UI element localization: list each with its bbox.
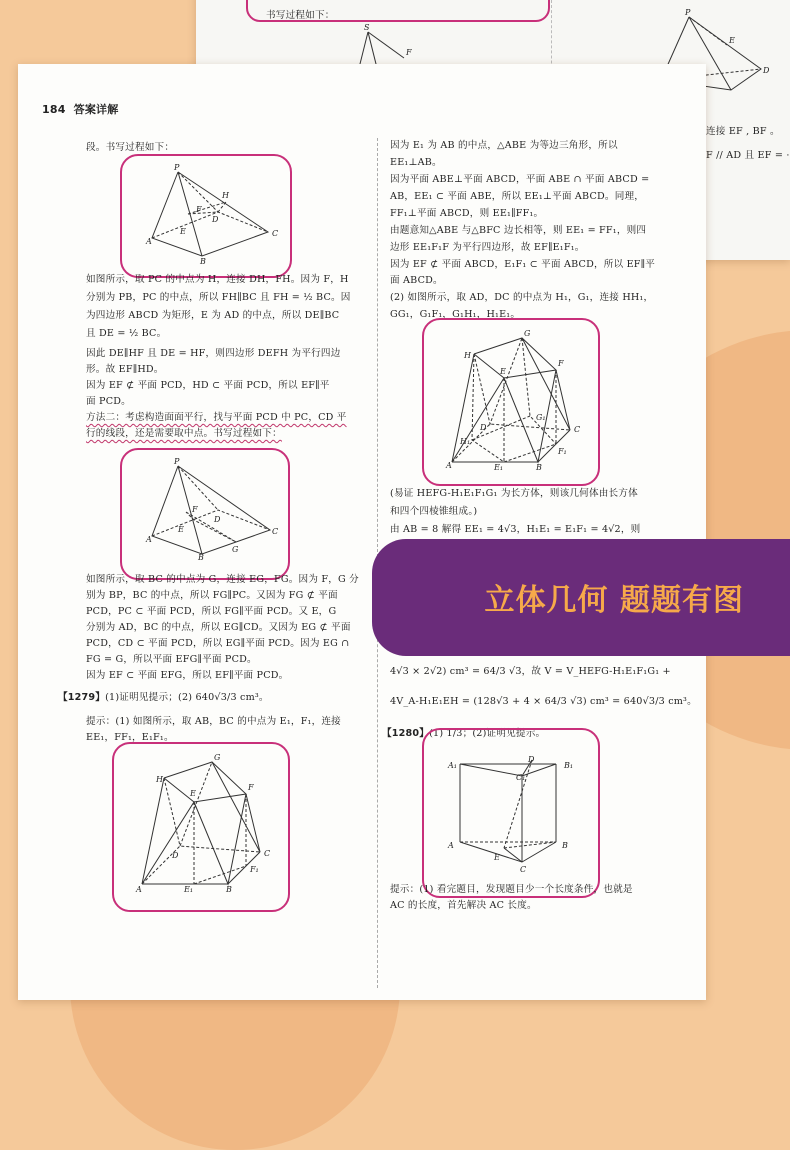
label-F: F <box>558 359 564 368</box>
right-p1-6: 由题意知△ABE 与△BFC 边长相等，则 EE₁ = FF₁，则四 <box>390 225 647 236</box>
figure-2 <box>120 448 290 580</box>
left-p3-5: PCD，CD ⊂ 平面 PCD，所以 EG∥平面 PCD。因为 EG ∩ <box>86 638 350 649</box>
figure-1 <box>120 154 292 278</box>
right-p1-7: 边形 EE₁F₁F 为平行四边形，故 EF∥E₁F₁。 <box>390 242 585 253</box>
left-p2-1: 如图所示，取 PC 的中点为 H，连接 DH，FH。因为 F，H <box>86 274 349 285</box>
label-C: C <box>520 865 527 874</box>
label-G1: G₁ <box>536 413 546 422</box>
left-p3-7: 因为 EF ⊂ 平面 EFG，所以 EF∥平面 PCD。 <box>86 670 289 681</box>
label-G: G <box>232 545 239 554</box>
problem-1279-answer: (1)证明见提示；(2) 640√3/3 cm³。 <box>105 692 269 703</box>
label-B: B <box>200 257 206 266</box>
label-B1: B₁ <box>564 761 574 770</box>
label-D: D <box>172 851 179 860</box>
left-p3-4: 分别为 AD，BC 的中点，所以 EG∥CD。又因为 EG ⊄ 平面 <box>86 622 351 633</box>
label-F: F <box>406 48 412 57</box>
right-hint-1: 提示：(1) 看完题目，发现题目少一个长度条件，也就是 <box>390 884 633 895</box>
right-hint-2: AC 的长度，首先解决 AC 长度。 <box>390 900 537 911</box>
label-C1: C₁ <box>516 773 526 782</box>
label-E1: E₁ <box>184 885 194 894</box>
left-p2-6: 形。故 EF∥HD。 <box>86 364 164 375</box>
left-method2-2: 行的线段，还是需要取中点。书写过程如下： <box>86 428 282 439</box>
label-C: C <box>574 425 581 434</box>
right-p1-9: 面 ABCD。 <box>390 275 443 286</box>
label-E: E <box>178 525 184 534</box>
label-D: D <box>480 423 487 432</box>
left-p2-7: 因为 EF ⊄ 平面 PCD，HD ⊂ 平面 PCD，所以 EF∥平 <box>86 380 330 391</box>
label-H1: H₁ <box>460 437 471 446</box>
promo-banner <box>372 539 790 656</box>
left-hint-2: EE₁，FF₁，E₁F₁。 <box>86 732 174 743</box>
label-A1: A₁ <box>448 761 457 770</box>
left-p3-1: 如图所示，取 BC 的中点为 G，连接 EG，FG。因为 F，G 分 <box>86 574 359 585</box>
label-B: B <box>198 553 204 562</box>
label-E1: E₁ <box>494 463 504 472</box>
figure-4 <box>422 318 600 486</box>
label-F1: F₁ <box>250 865 259 874</box>
label-G: G <box>524 329 531 338</box>
front-page <box>18 64 706 1000</box>
left-hint-1: 提示：(1) 如图所示，取 AB，BC 的中点为 E₁，F₁，连接 <box>86 716 341 727</box>
label-H: H <box>464 351 471 360</box>
right-p1-10: (2) 如图所示，取 AD，DC 的中点为 H₁，G₁，连接 HH₁， <box>390 292 654 303</box>
left-p2-5: 因此 DE∥HF 且 DE = HF，则四边形 DEFH 为平行四边 <box>86 348 341 359</box>
back-top-note: 书写过程如下： <box>266 10 335 21</box>
promo-banner-text: 立体几何 题题有图 <box>484 583 744 618</box>
right-formula-2: 4V_A-H₁E₁EH = (128√3 + 4 × 64/3 √3) cm³ = 640√3/3 cm³。 <box>390 696 697 707</box>
label-E: E <box>180 227 186 236</box>
label-P: P <box>174 163 180 172</box>
label-A: A <box>146 535 152 544</box>
label-C: C <box>264 849 271 858</box>
label-A: A <box>446 461 452 470</box>
right-p1-3: 因为平面 ABE⊥平面 ABCD，平面 ABE ∩ 平面 ABCD = <box>390 174 650 185</box>
left-p2-2: 分别为 PB，PC 的中点，所以 FH∥BC 且 FH = ½ BC。因 <box>86 292 351 303</box>
left-p3-2: 别为 BP，BC 的中点，所以 FG∥PC。又因为 FG ⊄ 平面 <box>86 590 338 601</box>
page-header-title: 答案详解 <box>73 103 119 116</box>
label-P: P <box>685 8 691 17</box>
problem-1280-tag: 【1280】 <box>382 728 430 739</box>
label-F: F <box>248 783 254 792</box>
label-E: E <box>500 367 506 376</box>
right-p1-1: 因为 E₁ 为 AB 的中点，△ABE 为等边三角形，所以 <box>390 140 618 151</box>
right-p1-2: EE₁⊥AB。 <box>390 157 442 168</box>
label-E: E <box>494 853 500 862</box>
label-D: D <box>528 755 535 764</box>
right-p1-11: GG₁，G₁F₁，G₁H₁，H₁E₁。 <box>390 309 521 320</box>
label-P: P <box>174 457 180 466</box>
left-p3-6: FG = G，所以平面 EFG∥平面 PCD。 <box>86 654 257 665</box>
left-p3-3: PCD，PC ⊂ 平面 PCD，所以 FG∥平面 PCD。又 E，G <box>86 606 337 617</box>
left-p2-3: 为四边形 ABCD 为矩形，E 为 AD 的中点，所以 DE∥BC <box>86 310 340 321</box>
right-p2-3: 由 AB = 8 解得 EE₁ = 4√3，H₁E₁ = E₁F₁ = 4√2，则 <box>390 524 641 535</box>
right-formula-1: 4√3 × 2√2) cm³ = 64/3 √3，故 V = V_HEFG-H₁E₁F₁G₁ + <box>390 666 671 677</box>
label-H: H <box>156 775 163 784</box>
figure-3 <box>112 742 290 912</box>
label-B: B <box>536 463 542 472</box>
right-p1-8: 因为 EF ⊄ 平面 ABCD，E₁F₁ ⊂ 平面 ABCD，所以 EF∥平 <box>390 259 656 270</box>
label-E: E <box>190 789 196 798</box>
label-C: C <box>272 527 279 536</box>
right-p1-4: AB，EE₁ ⊂ 平面 ABE，所以 EE₁⊥平面 ABCD。同理， <box>390 191 645 202</box>
label-C: C <box>272 229 279 238</box>
label-D: D <box>212 215 219 224</box>
label-B: B <box>562 841 568 850</box>
left-p2-4: 且 DE = ½ BC。 <box>86 328 167 339</box>
left-p2-8: 面 PCD。 <box>86 396 131 407</box>
right-p1-5: FF₁⊥平面 ABCD，则 EE₁∥FF₁。 <box>390 208 544 219</box>
label-G: G <box>214 753 221 762</box>
problem-1279 <box>58 690 269 705</box>
back-right-line-2: F // AD 且 EF = · <box>706 150 790 161</box>
label-F: F <box>192 505 198 514</box>
label-D: D <box>214 515 221 524</box>
problem-1280-answer: (1) 1/3；(2)证明见提示。 <box>429 728 546 739</box>
label-F1: F₁ <box>558 447 567 456</box>
right-p2-1: (易证 HEFG-H₁E₁F₁G₁ 为长方体，则该几何体由长方体 <box>390 488 638 499</box>
label-A: A <box>146 237 152 246</box>
left-method2-1: 方法二：考虑构造面面平行，找与平面 PCD 中 PC，CD 平 <box>86 412 347 423</box>
label-E: E <box>729 36 735 45</box>
right-p2-2: 和四个四棱锥组成。) <box>390 506 478 517</box>
problem-1279-tag: 【1279】 <box>58 692 106 703</box>
label-D: D <box>763 66 770 75</box>
label-A: A <box>448 841 454 850</box>
label-F: F <box>196 205 202 214</box>
figure-5 <box>422 728 600 898</box>
left-p1: 段。书写过程如下： <box>86 142 175 153</box>
page-header <box>42 102 118 117</box>
label-S: S <box>364 23 370 32</box>
back-right-line-1: 连接 EF , BF 。 <box>706 126 780 137</box>
label-H: H <box>222 191 229 200</box>
label-B: B <box>226 885 232 894</box>
label-A: A <box>136 885 142 894</box>
page-number: 184 <box>42 103 66 116</box>
